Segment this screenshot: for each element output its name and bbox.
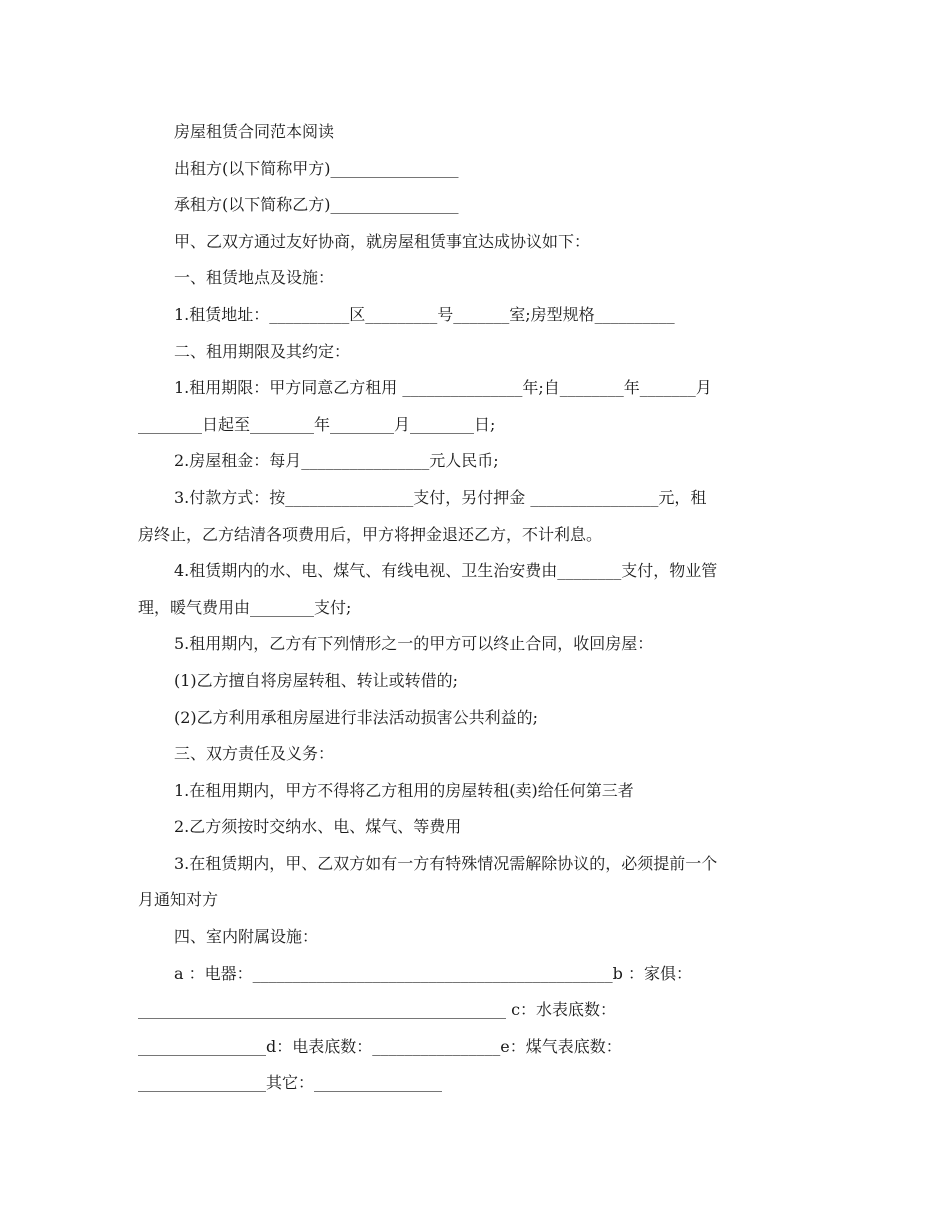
section-heading-1: 一、租赁地点及设施： — [174, 268, 335, 288]
clause-line: 5.租用期内，乙方有下列情形之一的甲方可以终止合同，收回房屋： — [174, 634, 654, 654]
clause-line: 月通知对方 — [138, 890, 219, 910]
clause-line: 房终止，乙方结清各项费用后，甲方将押金退还乙方，不计利息。 — [138, 524, 603, 544]
fixture-line: ________________d：电表底数：________________e：煤气表底数： — [138, 1036, 622, 1056]
clause-line: ________日起至________年________月________日; — [138, 414, 496, 434]
lessor-line: 出租方(以下简称甲方)________________ — [174, 158, 459, 178]
section-heading-4: 四、室内附属设施： — [174, 927, 319, 947]
fixture-line: ________________其它：________________ — [138, 1073, 443, 1093]
clause-line: 2.房屋租金：每月________________元人民币; — [174, 451, 499, 471]
clause-line: 3.在租赁期内，甲、乙双方如有一方有特殊情况需解除协议的，必须提前一个 — [174, 853, 718, 873]
agreement-intro: 甲、乙双方通过友好协商，就房屋租赁事宜达成协议如下： — [174, 231, 591, 251]
fixture-line: a ：电器：_____________________________________________b ：家俱： — [174, 963, 692, 983]
clause-line: 1.在租用期内，甲方不得将乙方租用的房屋转租(卖)给任何第三者 — [174, 780, 634, 800]
clause-line: 1.租赁地址：__________区_________号_______室;房型规格__________ — [174, 304, 675, 324]
clause-line: 4.租赁期内的水、电、煤气、有线电视、卫生治安费由________支付，物业管 — [174, 561, 718, 581]
clause-line: (1)乙方擅自将房屋转租、转让或转借的; — [174, 670, 459, 690]
section-heading-2: 二、租用期限及其约定： — [174, 341, 351, 361]
contract-document — [138, 114, 818, 1102]
clause-line: (2)乙方利用承租房屋进行非法活动损害公共利益的; — [174, 707, 539, 727]
clause-line: 2.乙方须按时交纳水、电、煤气、等费用 — [174, 817, 462, 837]
lessee-line: 承租方(以下简称乙方)________________ — [174, 195, 459, 215]
clause-line: 理，暖气费用由________支付; — [138, 597, 352, 617]
fixture-line: ______________________________________________ c：水表底数： — [138, 1000, 617, 1020]
clause-line: 3.付款方式：按________________支付，另付押金 ________________元，租 — [174, 487, 707, 507]
clause-line: 1.租用期限：甲方同意乙方租用 _______________年;自________年_______月 — [174, 378, 712, 398]
section-heading-3: 三、双方责任及义务： — [174, 744, 335, 764]
document-title: 房屋租赁合同范本阅读 — [174, 122, 335, 141]
